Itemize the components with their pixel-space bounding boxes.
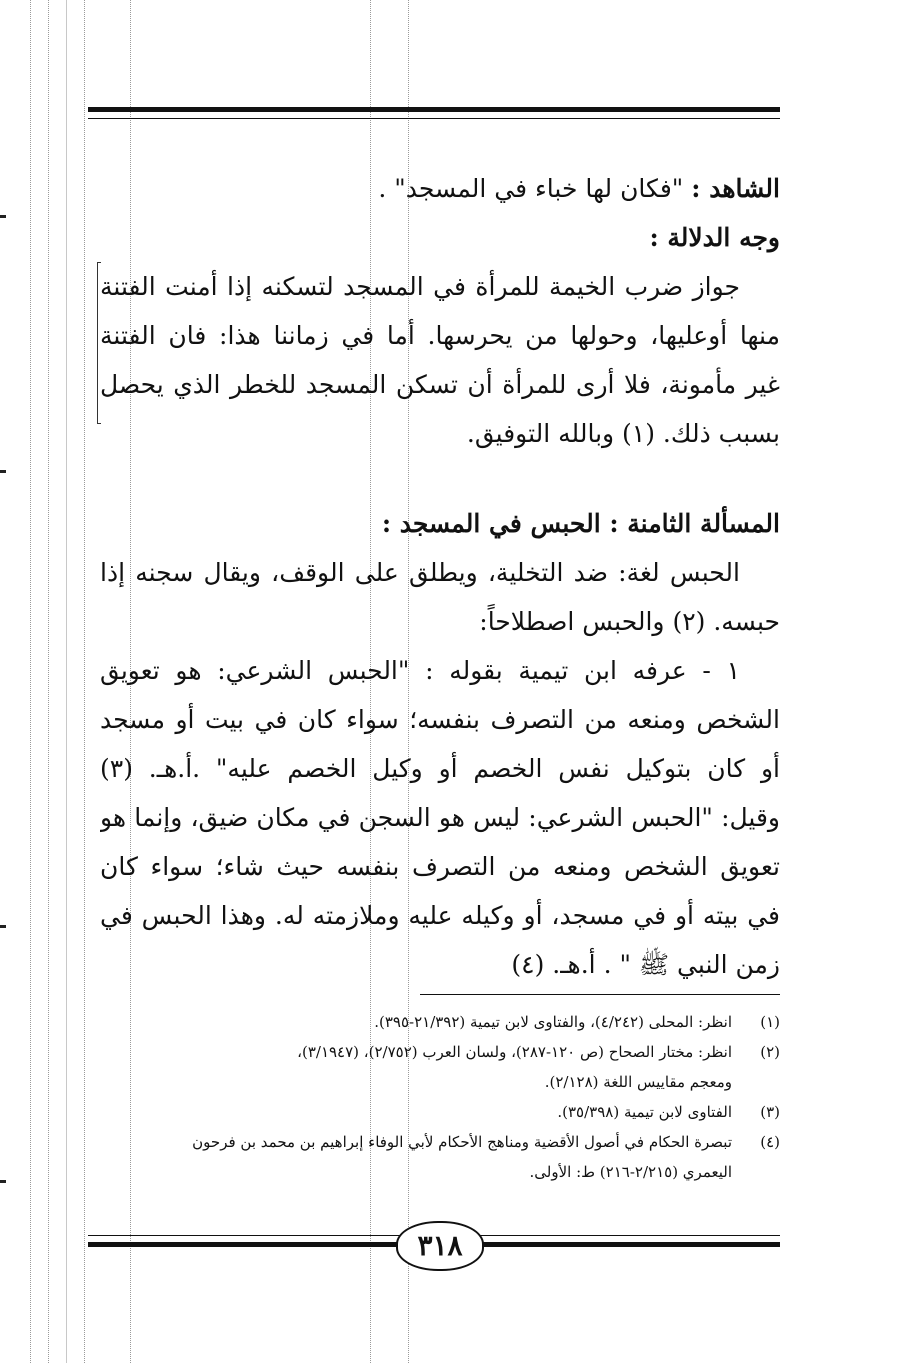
- paragraph-line: في بيته أو في مسجد، أو وكيله عليه وملازمته له. وهذا الحبس في: [100, 901, 780, 930]
- shahid-line: [100, 164, 780, 213]
- footnote-text: [100, 1007, 732, 1037]
- shahid-quote: "فكان لها خباء في المسجد" .: [378, 174, 684, 203]
- paragraph-line: بسبب ذلك. (١) وبالله التوفيق.: [466, 419, 780, 448]
- footnote-2: [100, 1037, 780, 1097]
- paragraph-line: الحبس لغة: ضد التخلية، ويطلق على الوقف، ويقال سجنه إذا: [100, 558, 740, 587]
- main-text: [100, 164, 780, 458]
- footnote-number: (٣): [760, 1103, 780, 1121]
- section-title: المسألة الثامنة : الحبس في المسجد :: [381, 509, 780, 538]
- scan-edge-mark: [0, 1180, 6, 1183]
- footnote-line: تبصرة الحكام في أصول الأقضية ومناهج الأحكام لأبي الوفاء إبراهيم بن محمد بن فرحون: [192, 1133, 732, 1151]
- scan-edge-mark: [0, 215, 6, 218]
- footnote-text: [100, 1037, 732, 1097]
- footnote-line: اليعمري (٢/٢١٥-٢١٦) ط: الأولى.: [529, 1163, 732, 1181]
- footnote-line: انظر: المحلى (٤/٢٤٢)، والفتاوى لابن تيمية (٢١/٣٩٢-٣٩٥).: [374, 1013, 732, 1031]
- scan-artifact-line: [48, 0, 49, 1363]
- footnote-number: (١): [760, 1013, 780, 1031]
- paragraph-line: أو كان بتوكيل نفس الخصم أو وكيل الخصم عليه" .أ.هـ. (٣): [100, 754, 780, 783]
- paragraph-line: منها أوعليها، وحولها من يحرسها. أما في زماننا هذا: فان الفتنة: [100, 321, 780, 350]
- margin-bracket: [97, 262, 101, 424]
- footnote-3: [100, 1097, 780, 1127]
- footnote-number: (٢): [760, 1043, 780, 1061]
- page-number: ٣١٨: [396, 1221, 484, 1271]
- paragraph-line: زمن النبي ﷺ " . أ.هـ. (٤): [511, 950, 780, 979]
- footnotes: [100, 1007, 780, 1187]
- footnote-1: [100, 1007, 780, 1037]
- footnote-text: [100, 1127, 732, 1187]
- footnote-text: [100, 1097, 732, 1127]
- footnote-line: انظر: مختار الصحاح (ص ١٢٠-٢٨٧)، ولسان العرب (٢/٧٥٢)، (٣/١٩٤٧)،: [297, 1043, 732, 1061]
- scan-artifact-line: [66, 0, 67, 1363]
- footnote-line: الفتاوى لابن تيمية (٣٥/٣٩٨).: [557, 1103, 732, 1121]
- scan-artifact-line: [30, 0, 31, 1363]
- section-text: [100, 499, 780, 989]
- scan-artifact-line: [84, 0, 85, 1363]
- scan-edge-mark: [0, 925, 6, 928]
- paragraph-line: تعويق الشخص ومنعه من التصرف بنفسه حيث شاء؛ سواء كان: [100, 852, 780, 881]
- footnote-line: ومعجم مقاييس اللغة (٢/١٢٨).: [544, 1073, 732, 1091]
- paragraph-line: ١ - عرفه ابن تيمية بقوله : "الحبس الشرعي: هو تعويق: [100, 656, 740, 685]
- footnote-number: (٤): [760, 1133, 780, 1151]
- shahid-label: الشاهد :: [691, 174, 780, 203]
- paragraph-line: وقيل: "الحبس الشرعي: ليس هو السجن في مكان ضيق، وإنما هو: [100, 803, 780, 832]
- scan-edge-mark: [0, 470, 6, 473]
- paragraph-line: غير مأمونة، فلا أرى للمرأة أن تسكن المسجد للخطر الذي يحصل: [100, 370, 780, 399]
- footnote-4: [100, 1127, 780, 1187]
- paragraph-line: حبسه. (٢) والحبس اصطلاحاً:: [479, 607, 780, 636]
- header-rule-thick: [88, 107, 780, 112]
- paragraph-line: الشخص ومنعه من التصرف بنفسه؛ سواء كان في بيت أو مسجد: [100, 705, 780, 734]
- paragraph-line: جواز ضرب الخيمة للمرأة في المسجد لتسكنه إذا أمنت الفتنة: [100, 272, 740, 301]
- header-rule-thin: [88, 118, 780, 119]
- footnote-separator: [420, 994, 780, 995]
- wajh-heading: وجه الدلالة :: [649, 223, 780, 252]
